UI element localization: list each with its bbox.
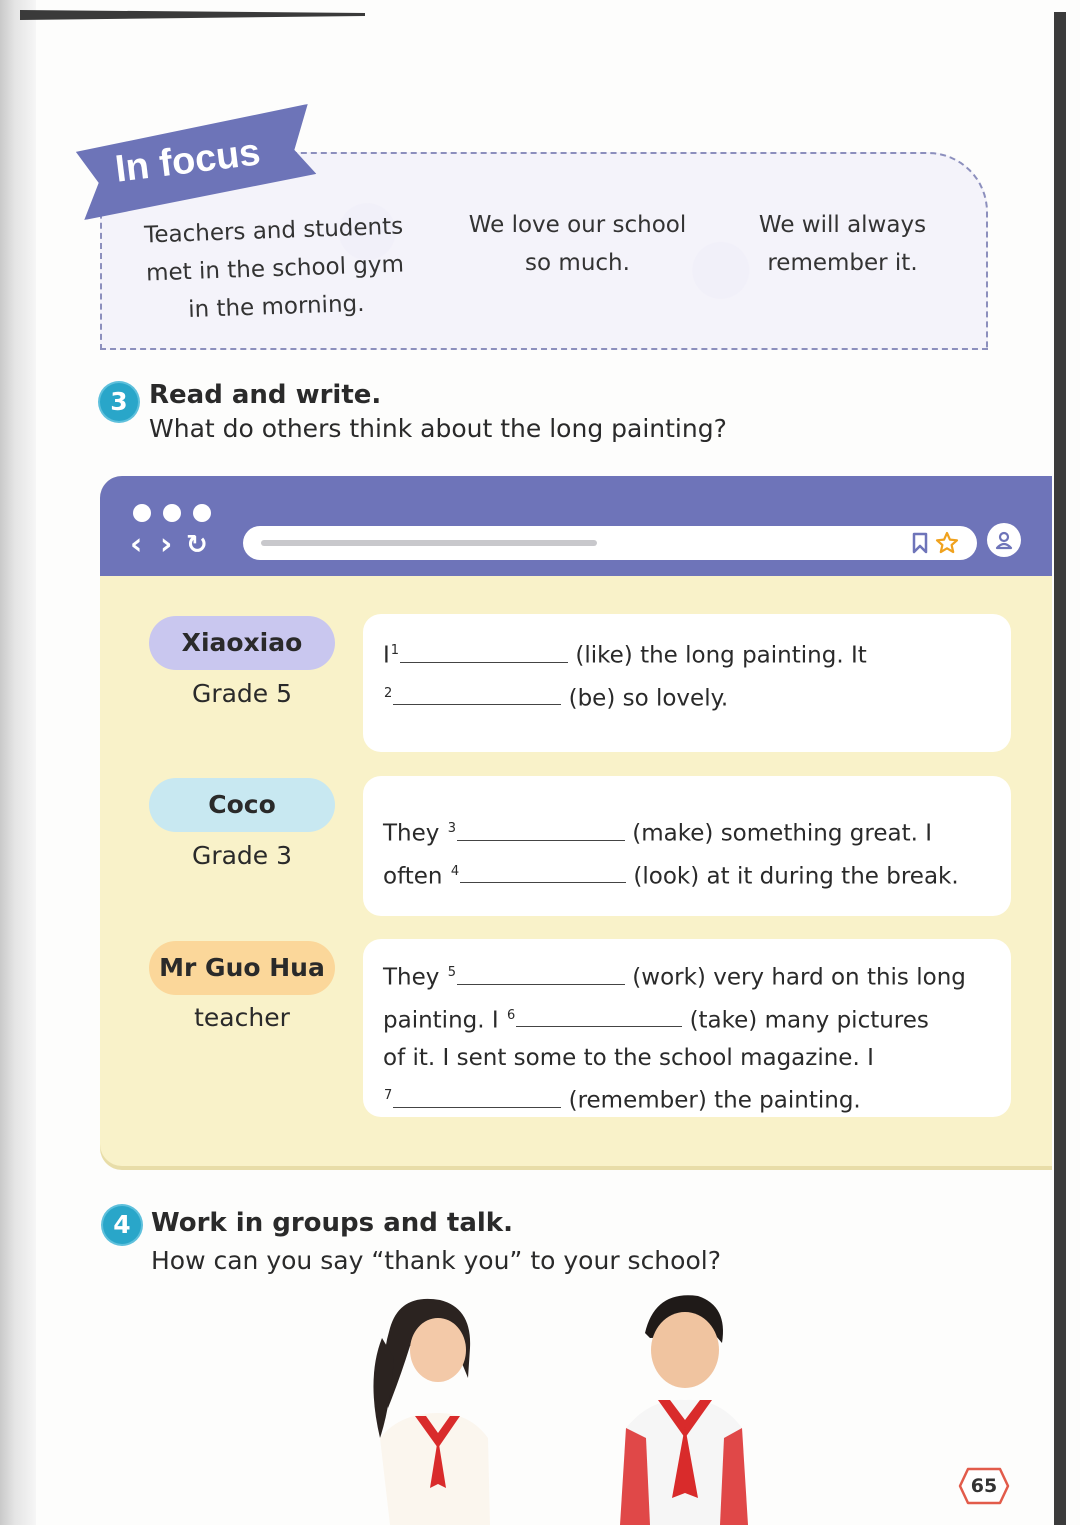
window-dot (193, 504, 211, 522)
answer-blank-3[interactable] (457, 816, 625, 841)
focus-sentence-2: We love our school so much. (468, 212, 687, 276)
page-number: 65 (970, 1475, 998, 1497)
section-4-number: 4 (103, 1206, 141, 1244)
post-1-name: Xiaoxiao (149, 616, 335, 670)
answer-blank-5[interactable] (457, 960, 625, 985)
answer-blank-4[interactable] (460, 858, 626, 883)
post-1-text: $I^1$ (like) the long painting. It $^2$ (be) so lovely. (383, 632, 867, 717)
answer-blank-6[interactable] (516, 1002, 682, 1027)
answer-blank-2[interactable] (393, 680, 561, 705)
post-3-text: They $^5$ (work) very hard on this long painting. I $^6$ (take) many pictures of it. I sent some to the school magazine. I $^7$ (remember) the painting. (383, 954, 966, 1120)
post-2-card (363, 776, 1011, 916)
post-1-role: Grade 5 (191, 679, 293, 708)
page-edge-top (20, 10, 365, 20)
post-3-card (363, 939, 1011, 1117)
bookmark-icon[interactable] (911, 532, 929, 554)
post-3-name: Mr Guo Hua (149, 941, 335, 995)
address-bar[interactable] (243, 526, 977, 560)
forward-icon[interactable]: › (160, 527, 173, 562)
post-2-name: Coco (149, 778, 335, 832)
address-placeholder-line (261, 540, 597, 546)
back-icon[interactable]: ‹ (130, 527, 143, 562)
post-3-role: teacher (194, 1003, 290, 1032)
star-icon[interactable] (935, 531, 959, 555)
in-focus-title: In focus (112, 131, 263, 191)
page-edge-right (1054, 12, 1066, 1525)
answer-blank-1[interactable] (400, 638, 568, 663)
focus-sentence-1: Teachers and students met in the school gym in the morning. (143, 213, 405, 324)
browser-window (100, 476, 1052, 1166)
post-1-card (363, 614, 1011, 752)
section-3-number: 3 (100, 383, 138, 421)
browser-toolbar (100, 476, 1052, 576)
section-4-title: Work in groups and talk. (151, 1208, 513, 1238)
focus-sentence-3: We will always remember it. (758, 212, 927, 276)
answer-blank-7[interactable] (393, 1083, 561, 1108)
section-4-subtitle: How can you say “thank you” to your school? (151, 1246, 721, 1275)
user-icon[interactable] (987, 523, 1021, 557)
post-2-text: They $^3$ (make) something great. I often $^4$ (look) at it during the break. (383, 810, 959, 895)
page-number-badge (958, 1465, 1010, 1507)
boy-student-illustration (610, 1288, 750, 1525)
page-edge-left (0, 0, 36, 1525)
post-2-role: Grade 3 (191, 841, 293, 870)
window-dot (133, 504, 151, 522)
window-dot (163, 504, 181, 522)
section-3-title: Read and write. (149, 380, 382, 410)
section-3-subtitle: What do others think about the long painting? (149, 414, 727, 443)
girl-student-illustration (360, 1288, 500, 1525)
refresh-icon[interactable]: ↻ (186, 530, 208, 560)
